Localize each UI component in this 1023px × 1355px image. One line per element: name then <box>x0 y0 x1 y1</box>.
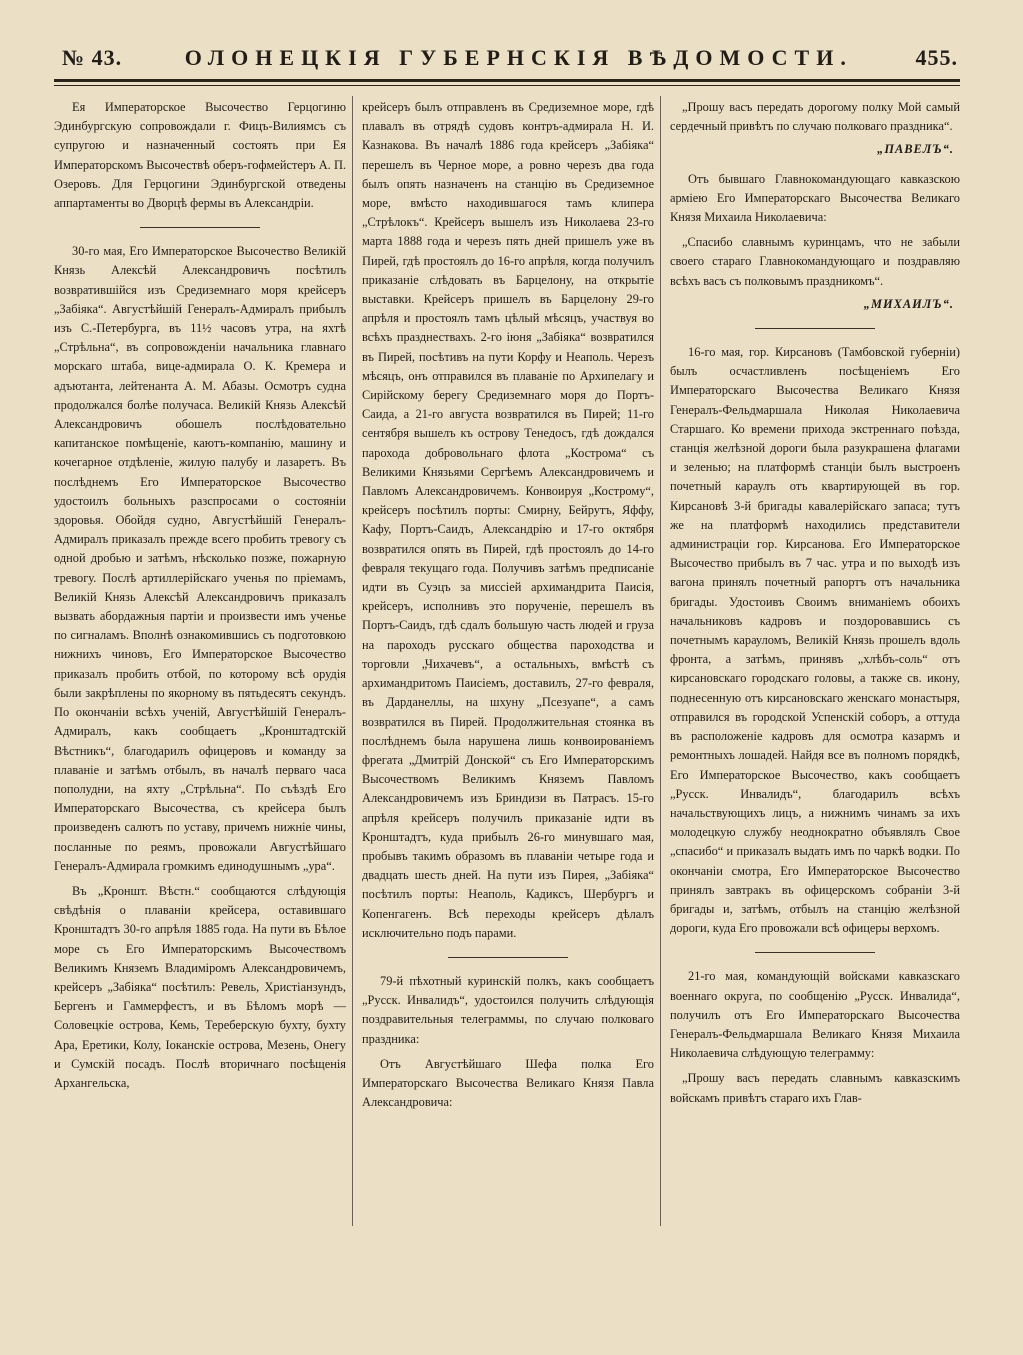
column-right <box>670 98 960 1108</box>
paragraph: Въ „Кроншт. Вѣстн.“ сообщаются слѣдующія свѣдѣнія о плаваніи крейсера, оставившаго Кронштадтъ 30-го апрѣля 1885 года. На пути въ Бѣлое море съ Его Императорскимъ Высочествомъ Великимъ Княземъ Владиміромъ Александровичемъ, крейсеръ „Забіяка“ посѣтилъ: Ревель, Христіанзундъ, Бергенъ и Гаммерфестъ, и въ Бѣломъ морѣ — Соловецкіе острова, Кемь, Тереберскую бухту, бухту Ара, Еретики, Колу, Іоканскіе острова, Мезень, Онегу и Сумскій посадъ. Послѣ вторичнаго посѣщенія Архангельска, <box>54 883 346 1090</box>
header-rule-thick <box>54 79 960 82</box>
paragraph: Отъ Августѣйшаго Шефа полка Его Императорскаго Высочества Великаго Князя Павла Александровича: <box>362 1056 654 1110</box>
section-separator <box>140 227 260 228</box>
section-separator <box>755 328 875 329</box>
issue-number: № 43. <box>62 45 123 70</box>
telegram-quote: „Прошу васъ передать дорогому полку Мой самый сердечный привѣтъ по случаю полковаго праздника“. <box>670 100 960 134</box>
paragraph: 30-го мая, Его Императорское Высочество Великій Князь Алексѣй Александровичъ посѣтилъ возвратившійся изъ Средиземнаго моря крейсеръ „Забіяка“. Августѣйшій Генералъ-Адмиралъ прибылъ изъ С.-Петербурга, въ 11½ часовъ утра, на яхтѣ „Стрѣльна“, въ сопровожденіи начальника главнаго морскаго штаба, вице-адмирала О. К. Кремера и адъютанта, лейтенанта А. М. Абазы. Осмотръ судна продолжался болѣе получаса. Великій Князь Алексѣй Александровичъ обошелъ послѣдовательно капитанское помѣщеніе, каютъ-компанію, машину и кочегарное отдѣленіе, жилую палубу и лазаретъ. Въ послѣднемъ Его Императорское Высочество удостоилъ больныхъ разспросами о состояніи здоровья. Обойдя судно, Августѣйшій Генералъ-Адмиралъ приказалъ прежде всего пробить тревогу съ одной дробью и затѣмъ, нѣсколько позже, пожарную тревогу. Послѣ артиллерійскаго ученья по пріемамъ, Великій Князь Алексѣй Александровичъ приказалъ вызвать абордажныя партіи и произвести имъ ученье по сигналамъ. Вполнѣ ознакомившись съ подготовкою нижнихъ чиновъ, Его Императорское Высочество приказалъ пробить отбой, по которому всѣ орудія были закрѣплены по якорному въ пятьдесятъ секундъ. По окончаніи всѣхъ ученій, Августѣйшій Генералъ-Адмиралъ, какъ сообщаетъ „Кронштадтскій Вѣстникъ“, благодарилъ офицеровъ и команду за плаваніе и затѣмъ отбылъ, въ началѣ перваго часа пополудни, на яхту „Стрѣльна“. По съѣздѣ Его Императорскаго Высочества, съ крейсера былъ произведенъ салютъ по уставу, причемъ нижніе чины, посланные по реямъ, провожали Августѣйшаго Генералъ-Адмирала громкимъ единодушнымъ „ура“. <box>54 244 346 873</box>
paragraph: крейсеръ былъ отправленъ въ Средиземное море, гдѣ плавалъ въ отрядѣ судовъ контръ-адмирала Н. И. Казнакова. Въ началѣ 1886 года крейсеръ „Забіяка“ перешелъ въ Черное море, а ровно черезъ два года былъ опять назначенъ на станцію въ Средиземное море, вмѣсто находившагося тамъ клипера „Стрѣлокъ“. Крейсеръ вышелъ изъ Николаева 23-го марта 1888 года и черезъ пять дней пришелъ уже въ Пирей, гдѣ простоялъ до 16-го апрѣля, когда получилъ приказаніе слѣдовать въ Барцелону, на открытіе выставки. Крейсеръ пришелъ въ Барцелону 29-го апрѣля и простоялъ тамъ цѣлый мѣсяцъ, участвуя во всѣхъ празднествахъ. 2-го іюня „Забіяка“ возвратился въ Пирей, посѣтивъ на пути Корфу и Неаполь. Черезъ мѣсяцъ, онъ отправился въ плаваніе по Архипелагу и Сирійскому берегу Средиземнаго моря до Портъ-Саида, а 21-го августа возвратился въ Пирей; 11-го сентября вышелъ къ острову Тенедосъ, гдѣ дождался парохода добровольнаго флота „Кострома“ съ Великими Князьями Сергѣемъ Александровичемъ и Павломъ Александровичемъ. Конвоируя „Кострому“, крейсеръ посѣтилъ порты: Смирну, Бейрутъ, Яффу, Кафу, Портъ-Саидъ, Александрію и 17-го октября возвратился опять въ Пирей, гдѣ простоялъ до 14-го февраля текущаго года. Получивъ затѣмъ предписаніе идти въ Суэцъ за миссіей архимандрита Паисія, крейсеръ, исполнивъ это порученіе, перешелъ въ Портъ-Саидъ, гдѣ сдалъ большую часть людей и груза на пароходъ русскаго общества пароходства и торговли „Чихачевъ“, а остальныхъ, вмѣстѣ съ архимандритомъ Паисіемъ, доставилъ, 27-го февраля, въ Дарданеллы, на шхуну „Псезуапе“, а самъ возвратился въ Пирей. Продолжительная стоянка въ послѣднемъ была нарушена лишь конвоированіемъ фрегата „Дмитрій Донской“ съ Его Императорскимъ Высочествомъ Великимъ Княземъ Павломъ Александровичемъ изъ Бриндизи въ Патрасъ. 15-го апрѣля крейсеръ получилъ приказаніе идти въ Кронштадтъ, куда прибылъ 26-го минувшаго мая, пробывъ такимъ образомъ въ плаваніи четыре года и двадцать шесть дней. На пути изъ Пирея, „Забіяка“ посѣтилъ порты: Неаполь, Кадиксъ, Шербургъ и Копенгагенъ. Всѣ переходы крейсеръ дѣлалъ исключительно подъ парами. <box>362 100 654 940</box>
paragraph: 79-й пѣхотный куринскій полкъ, какъ сообщаетъ „Русск. Инвалидъ“, удостоился получить слѣдующія поздравительныя телеграммы, по случаю полковаго праздника: <box>362 973 654 1046</box>
column-divider <box>352 96 353 1226</box>
newspaper-title: ОЛОНЕЦКIЯ ГУБЕРНСКIЯ ВѢДОМОСТИ. <box>184 45 853 70</box>
paragraph: 16-го мая, гор. Кирсановъ (Тамбовской губерніи) былъ осчастливленъ посѣщеніемъ Его Императорскаго Высочества Великаго Князя Генералъ-Фельдмаршала Николая Николаевича Старшаго. Ко времени прихода экстреннаго поѣзда, станція желѣзной дороги была разукрашена флагами и зеленью; на платформѣ станціи былъ выстроенъ почетный караулъ отъ квартирующей въ гор. Кирсановѣ 3-й бригады кавалерійскаго запаса; тутъ же на платформѣ находились представители администраціи гор. Кирсанова. Его Императорское Высочество прибылъ въ 7 час. утра и по выходѣ изъ вагона принялъ почетный рапортъ отъ начальника бригады. Удостоивъ Своимъ вниманіемъ обоихъ начальниковъ кадровъ и поздоровавшись съ почетнымъ карауломъ, Великій Князь прошелъ вдоль фронта, а затѣмъ, принявъ „хлѣбъ-соль“ отъ кирсановскаго городскаго головы, а также св. икону, поднесенную отъ кирсановскаго женскаго монастыря, отправился въ городской Успенскій соборъ, а оттуда въ расположеніе кадровъ для осмотра казармъ и ремонтныхъ лошадей. Найдя все въ полномъ порядкѣ, Его Императорское Высочество, какъ сообщаетъ „Русск. Инвалидъ“, благодарилъ всѣхъ начальствующихъ лицъ, а нижнимъ чинамъ за ихъ молодецкую службу неоднократно объявлялъ Свое „спасибо“ и приказалъ выдать имъ по чаркѣ водки. По окончаніи смотра, Его Императорское Высочество принялъ завтракъ въ офицерскомъ собраніи 3-й бригады и, затѣмъ, отбылъ на станцію желѣзной дороги, куда Его провожали всѣ офицеры верхомъ. <box>670 345 960 936</box>
column-left <box>54 98 346 1093</box>
signature: „ПАВЕЛЪ“. <box>877 142 954 157</box>
paragraph: Ея Императорское Высочество Герцогиню Эдинбургскую сопровождали г. Фицъ-Вилиямсъ съ супругою и назначенный состоять при Ея Императорскомъ Высочествѣ оберъ-гофмейстеръ А. П. Озеровъ. Для Герцогини Эдинбургской отведены аппартаменты во Дворцѣ фермы въ Александріи. <box>54 100 346 211</box>
header-rule-thin <box>54 85 960 86</box>
telegram-quote: „Прошу васъ передать славнымъ кавказскимъ войскамъ привѣтъ стараго ихъ Глав- <box>670 1071 960 1105</box>
section-separator <box>755 952 875 953</box>
paragraph: Отъ бывшаго Главнокомандующаго кавказскою арміею Его Императорскаго Высочества Великаго Князя Михаила Николаевича: <box>670 171 960 225</box>
column-divider <box>660 96 661 1226</box>
signature: „МИХАИЛЪ“. <box>863 296 954 311</box>
section-separator <box>448 957 568 958</box>
column-middle <box>362 98 654 1112</box>
page-header <box>62 40 958 76</box>
paragraph: 21-го мая, командующій войсками кавказскаго военнаго округа, по сообщенію „Русск. Инвалида“, получилъ отъ Его Императорскаго Высочества Генералъ-Фельдмаршала Великаго Князя Михаила Николаевича слѣдующую телеграмму: <box>670 969 960 1061</box>
page-number: 455. <box>915 45 958 70</box>
telegram-quote: „Спасибо славнымъ куринцамъ, что не забыли своего стараго Главнокомандующаго и поздравляю всѣхъ васъ съ полковымъ праздникомъ“. <box>670 235 960 288</box>
